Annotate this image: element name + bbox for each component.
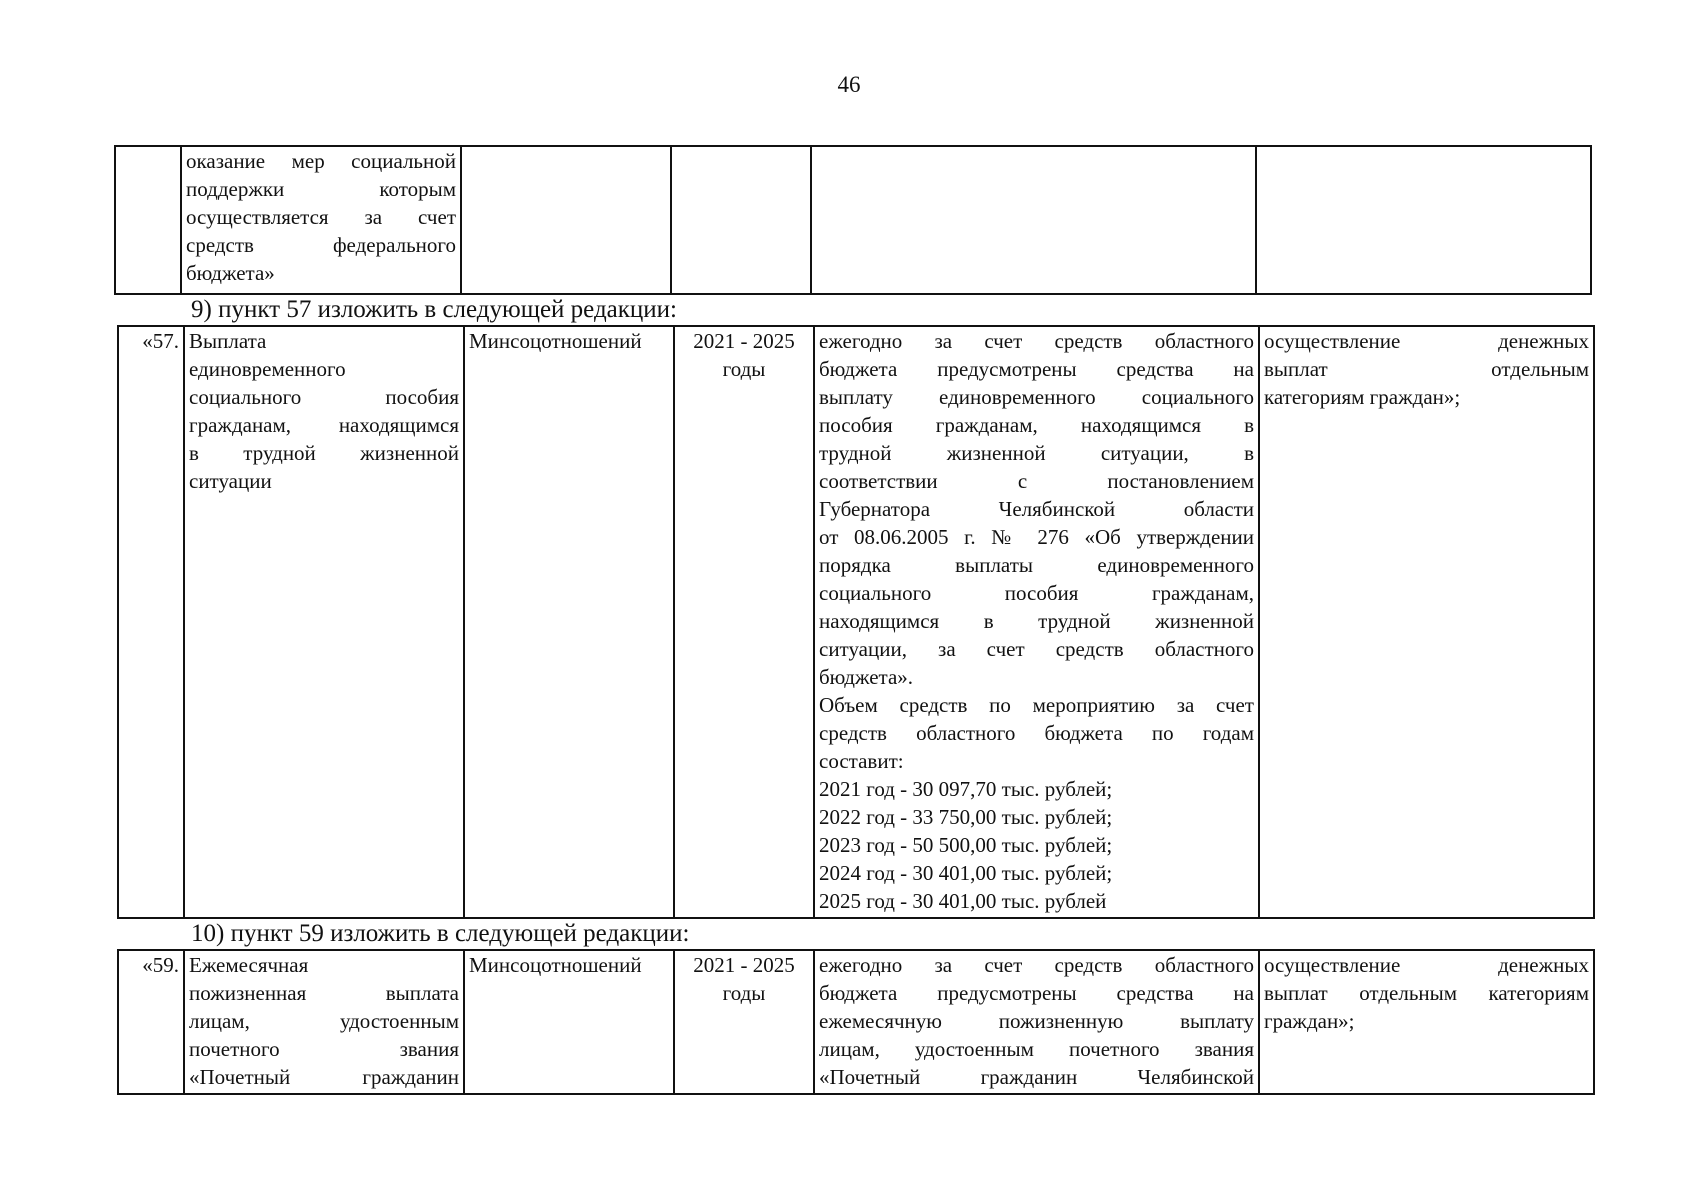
- text-line: находящимся в трудной жизненной: [819, 609, 1254, 633]
- cell-measure-name: [181, 146, 461, 294]
- text-line: единовременного: [189, 357, 346, 381]
- cell-period: [674, 950, 814, 1094]
- page-number: 46: [837, 72, 861, 97]
- heading-item-10: 10) пункт 59 изложить в следующей редакции:: [191, 920, 690, 947]
- text-line: осуществление денежных: [1264, 329, 1589, 353]
- text-line: пособия гражданам, находящимся в: [819, 413, 1254, 437]
- item-number: «59.: [142, 953, 179, 977]
- text-line: лицам, удостоенным почетного звания: [819, 1037, 1254, 1061]
- text-line: социального пособия гражданам,: [819, 581, 1254, 605]
- text-line: выплату единовременного социального: [819, 385, 1254, 409]
- cell-period: [674, 326, 814, 918]
- text-line: Губернатора Челябинской области: [819, 497, 1254, 521]
- text-line: ежемесячную пожизненную выплату: [819, 1009, 1254, 1033]
- text-line: оказание мер социальной: [186, 149, 456, 173]
- cell-description: [814, 326, 1259, 918]
- cell-result: [1259, 326, 1594, 918]
- text-line: «Почетный гражданин Челябинской: [819, 1065, 1254, 1089]
- text-line: 2021 год - 30 097,70 тыс. рублей;: [819, 777, 1113, 801]
- text-line: «Почетный гражданин: [189, 1065, 459, 1089]
- text-line: социального пособия: [189, 385, 459, 409]
- text-line: Ежемесячная: [189, 953, 309, 977]
- text-line: 2023 год - 50 500,00 тыс. рублей;: [819, 833, 1113, 857]
- table-item-57: [117, 325, 1595, 919]
- cell-result: [1256, 146, 1591, 294]
- text-line: бюджета».: [819, 665, 914, 689]
- cell-number: [118, 326, 184, 918]
- text-line: гражданам, находящимся: [189, 413, 459, 437]
- text-line: почетного звания: [189, 1037, 459, 1061]
- cell-number: [115, 146, 181, 294]
- cell-executor: [464, 950, 674, 1094]
- table-row: [118, 950, 1594, 1094]
- text-line: 2022 год - 33 750,00 тыс. рублей;: [819, 805, 1113, 829]
- text-line: 2024 год - 30 401,00 тыс. рублей;: [819, 861, 1113, 885]
- text-line: в трудной жизненной: [189, 441, 459, 465]
- text-line: пожизненная выплата: [189, 981, 459, 1005]
- text-line: средств областного бюджета по годам: [819, 721, 1254, 745]
- period-line: 2021 - 2025: [693, 953, 795, 977]
- text-line: от 08.06.2005 г. № 276 «Об утверждении: [819, 525, 1254, 549]
- text-line: Выплата: [189, 329, 267, 353]
- table-continuation: [114, 145, 1592, 295]
- period-line: годы: [722, 981, 766, 1005]
- table-item-59: [117, 949, 1595, 1095]
- text-line: бюджета предусмотрены средства на: [819, 981, 1254, 1005]
- text-line: соответствии с постановлением: [819, 469, 1254, 493]
- text-line: выплат отдельным категориям: [1264, 981, 1589, 1005]
- text-line: поддержки которым: [186, 177, 456, 201]
- text-line: ситуации, за счет средств областного: [819, 637, 1254, 661]
- executor: Минсоцотношений: [469, 329, 642, 353]
- text-line: граждан»;: [1264, 1009, 1355, 1033]
- text-line: Объем средств по мероприятию за счет: [819, 693, 1254, 717]
- table-row: [115, 146, 1591, 294]
- text-line: бюджета предусмотрены средства на: [819, 357, 1254, 381]
- text-line: ежегодно за счет средств областного: [819, 953, 1254, 977]
- cell-description: [814, 950, 1259, 1094]
- text-line: составит:: [819, 749, 904, 773]
- cell-executor: [464, 326, 674, 918]
- text-line: лицам, удостоенным: [189, 1009, 459, 1033]
- table-row: [118, 326, 1594, 918]
- cell-result: [1259, 950, 1594, 1094]
- text-line: ситуации: [189, 469, 272, 493]
- period-line: годы: [722, 357, 766, 381]
- text-line: ежегодно за счет средств областного: [819, 329, 1254, 353]
- cell-measure-name: [184, 950, 464, 1094]
- cell-period: [671, 146, 811, 294]
- text-line: осуществление денежных: [1264, 953, 1589, 977]
- text-line: выплат отдельным: [1264, 357, 1589, 381]
- executor: Минсоцотношений: [469, 953, 642, 977]
- text-line: категориям граждан»;: [1264, 385, 1461, 409]
- cell-executor: [461, 146, 671, 294]
- heading-item-9: 9) пункт 57 изложить в следующей редакции:: [191, 296, 677, 323]
- cell-description: [811, 146, 1256, 294]
- cell-number: [118, 950, 184, 1094]
- text-line: порядка выплаты единовременного: [819, 553, 1254, 577]
- period-line: 2021 - 2025: [693, 329, 795, 353]
- cell-measure-name: [184, 326, 464, 918]
- text-line: осуществляется за счет: [186, 205, 456, 229]
- text-line: 2025 год - 30 401,00 тыс. рублей: [819, 889, 1107, 913]
- text-line: средств федерального: [186, 233, 456, 257]
- text-line: трудной жизненной ситуации, в: [819, 441, 1254, 465]
- item-number: «57.: [142, 329, 179, 353]
- text-line: бюджета»: [186, 261, 275, 285]
